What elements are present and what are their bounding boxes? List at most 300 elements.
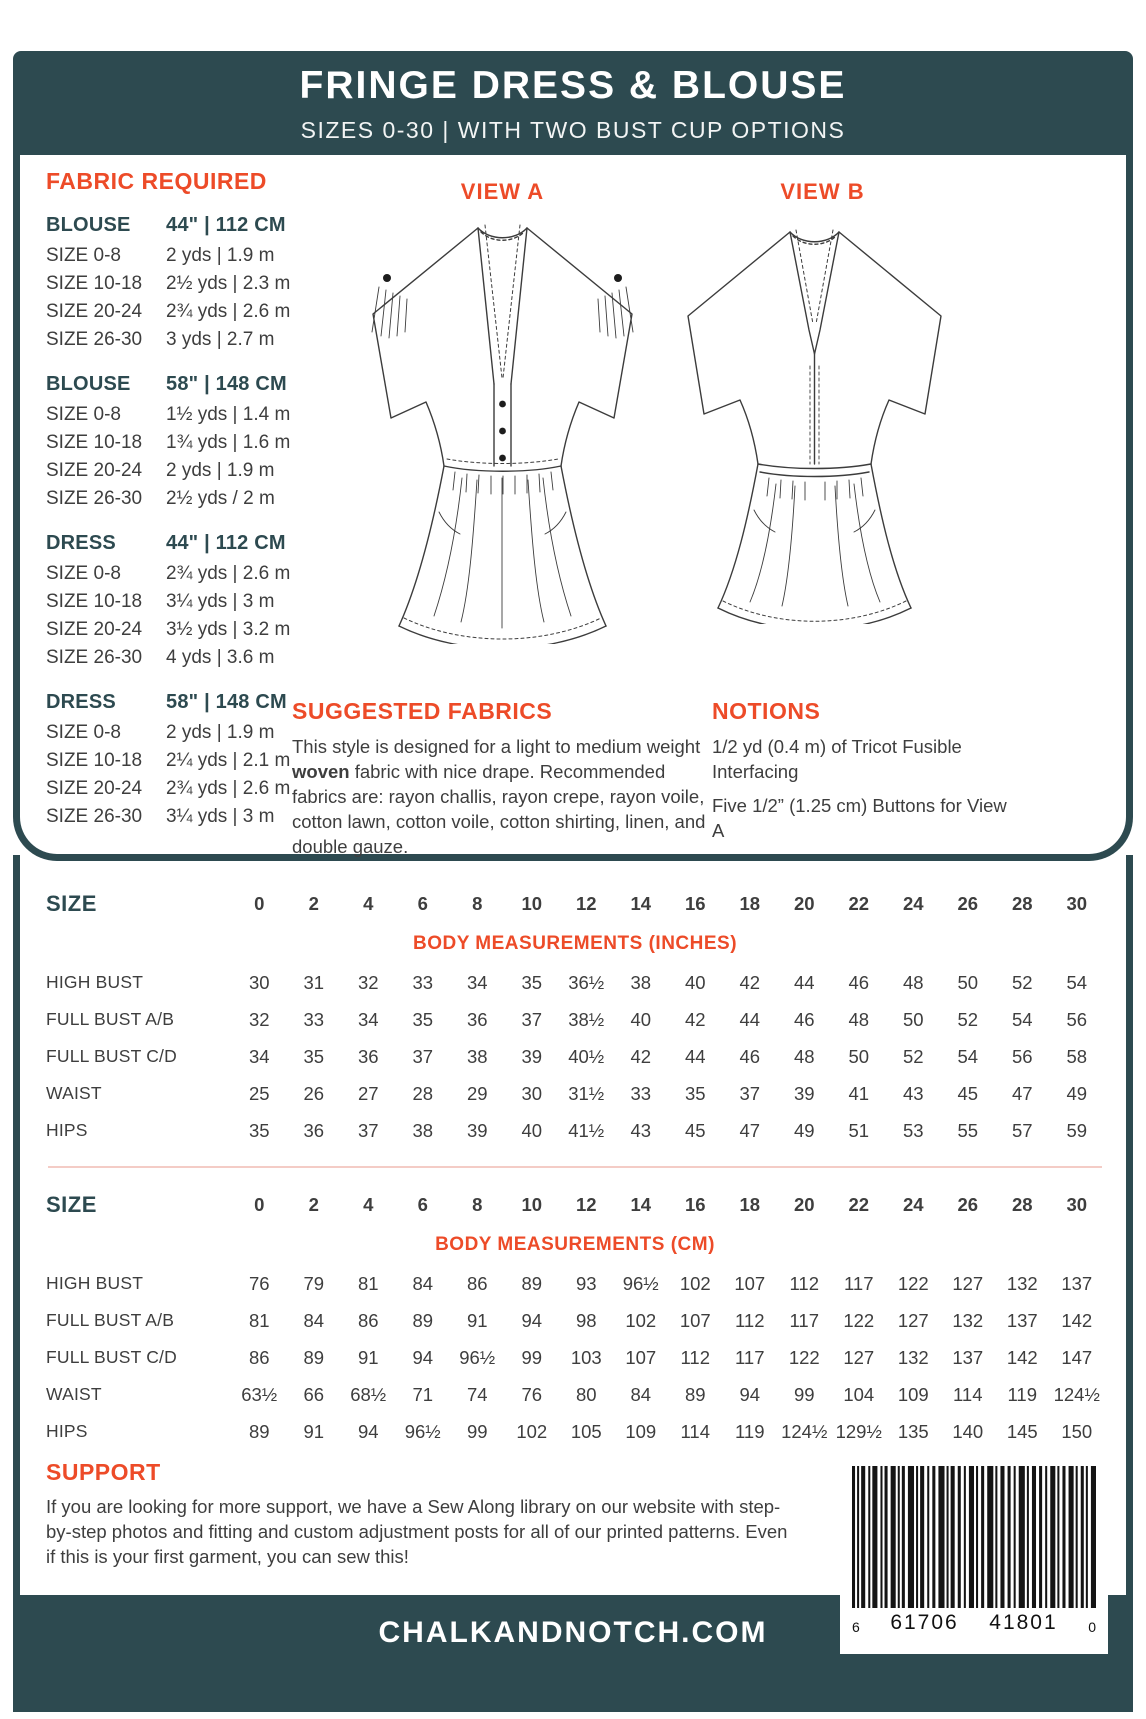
- support-section: [46, 1459, 788, 1569]
- measurement-label: FULL BUST A/B: [46, 1310, 175, 1330]
- measurement-value: 51: [848, 1119, 870, 1141]
- suggested-fabrics-section: [292, 698, 716, 859]
- barcode-digit-suffix: 0: [1088, 1619, 1096, 1635]
- fabric-size-label: SIZE 0-8: [46, 722, 121, 743]
- measurement-value: 41½: [568, 1119, 605, 1141]
- measurement-value: 29: [466, 1082, 488, 1104]
- measurement-value: 31: [303, 971, 325, 993]
- measurement-value: 33: [412, 971, 434, 993]
- size-header-cell: 20: [793, 1194, 815, 1215]
- size-header-cell: 28: [1011, 893, 1033, 914]
- measurement-value: 43: [902, 1082, 924, 1104]
- fabric-amount-value: 2½ yds | 2.3 m: [166, 273, 291, 294]
- measurement-value: 117: [789, 1309, 819, 1331]
- measurement-value: 132: [1006, 1272, 1038, 1294]
- measurement-value: 37: [739, 1082, 761, 1104]
- fabric-group: [46, 685, 318, 831]
- notions-section: [712, 698, 1012, 843]
- measurement-label: FULL BUST C/D: [46, 1046, 177, 1066]
- fabric-row: [46, 485, 318, 513]
- size-header-cell: 4: [363, 1194, 374, 1215]
- fabric-group-header: [46, 208, 318, 242]
- measurement-value: 45: [684, 1119, 706, 1141]
- fabric-size-label: SIZE 20-24: [46, 778, 143, 799]
- size-table-inches: [46, 884, 1104, 1149]
- measurement-value: 81: [357, 1272, 379, 1294]
- measurement-value: 99: [793, 1383, 815, 1405]
- measurement-value: 96½: [459, 1346, 496, 1368]
- measurement-label: HIGH BUST: [46, 1273, 144, 1293]
- size-header-cell: 10: [521, 893, 543, 914]
- measurement-value: 35: [412, 1008, 434, 1030]
- measurement-value: 104: [843, 1383, 875, 1405]
- measurement-value: 54: [957, 1045, 979, 1067]
- measurement-value: 94: [357, 1420, 379, 1442]
- size-header-cell: 12: [575, 1194, 597, 1215]
- fabric-amount-value: 2 yds | 1.9 m: [166, 722, 275, 743]
- size-header-row: [46, 884, 1104, 924]
- measurement-value: 79: [303, 1272, 325, 1294]
- page-frame-left: [13, 855, 20, 1597]
- fabric-group: [46, 208, 318, 354]
- measurement-value: 34: [357, 1008, 379, 1030]
- measurement-value: 46: [848, 971, 870, 993]
- fabric-size-label: SIZE 10-18: [46, 273, 143, 294]
- size-header-label: SIZE: [46, 1192, 97, 1217]
- fabric-amount-value: 2¾ yds | 2.6 m: [166, 301, 291, 322]
- measurement-label: HIPS: [46, 1421, 88, 1441]
- fabric-amount-value: 3¼ yds | 3 m: [166, 591, 275, 612]
- fabric-row: [46, 719, 318, 747]
- measurements-heading: BODY MEASUREMENTS (CM): [435, 1234, 715, 1255]
- fabric-amount-value: 2¾ yds | 2.6 m: [166, 778, 291, 799]
- measurement-value: 40½: [568, 1045, 605, 1067]
- size-header-cell: 0: [254, 893, 265, 914]
- text-after-bold: fabric with nice drape. Recommended fabrics are: rayon challis, rayon crepe, rayon voile, cotton lawn, cotton voile, cotton shirting, linen, and double gauze.: [292, 761, 706, 857]
- size-header-cell: 8: [472, 1194, 483, 1215]
- fabric-width-label: 58" | 148 CM: [166, 372, 287, 395]
- measurement-value: 86: [248, 1346, 270, 1368]
- fabric-row: [46, 298, 318, 326]
- size-header-cell: 30: [1066, 893, 1088, 914]
- fabric-amount-value: 2½ yds / 2 m: [166, 488, 275, 509]
- measurement-value: 135: [897, 1420, 929, 1442]
- measurement-value: 91: [357, 1346, 379, 1368]
- measurement-value: 129½: [835, 1420, 882, 1442]
- measurement-value: 142: [1006, 1346, 1038, 1368]
- measurement-value: 117: [844, 1272, 874, 1294]
- size-header-cell: 18: [739, 1194, 761, 1215]
- fabric-amount-value: 1½ yds | 1.4 m: [166, 404, 291, 425]
- fabric-width-label: 44" | 112 CM: [166, 213, 286, 236]
- fabric-amount-value: 2¾ yds | 2.6 m: [166, 563, 291, 584]
- suggested-fabrics-text: [292, 734, 716, 859]
- measurement-value: 48: [848, 1008, 870, 1030]
- measurement-value: 105: [570, 1420, 602, 1442]
- size-header-cell: 8: [472, 893, 483, 914]
- measurement-value: 32: [357, 971, 379, 993]
- fabric-size-label: SIZE 0-8: [46, 404, 121, 425]
- size-header-cell: 26: [957, 1194, 979, 1215]
- fabric-amount-value: 3 yds | 2.7 m: [166, 329, 275, 350]
- size-header-cell: 12: [575, 893, 597, 914]
- fabric-row: [46, 270, 318, 298]
- measurement-value: 102: [679, 1272, 711, 1294]
- measurement-value: 48: [902, 971, 924, 993]
- fabric-groups: [46, 208, 318, 831]
- fabric-row: [46, 616, 318, 644]
- measurement-value: 102: [625, 1309, 657, 1331]
- fabric-size-label: SIZE 10-18: [46, 591, 143, 612]
- measurement-row: [46, 1413, 1104, 1450]
- measurement-value: 142: [1061, 1309, 1093, 1331]
- fabric-row: [46, 401, 318, 429]
- measurement-value: 43: [630, 1119, 652, 1141]
- measurement-value: 81: [248, 1309, 270, 1331]
- fabric-row: [46, 803, 318, 831]
- fabric-row: [46, 747, 318, 775]
- size-header-label: SIZE: [46, 891, 97, 916]
- measurement-value: 37: [412, 1045, 434, 1067]
- size-table-cm: [46, 1185, 1104, 1450]
- website-url: CHALKANDNOTCH.COM: [378, 1616, 768, 1649]
- fabric-amount-value: 2¼ yds | 2.1 m: [166, 750, 291, 771]
- measurement-value: 114: [680, 1420, 710, 1442]
- measurement-value: 119: [1007, 1383, 1037, 1405]
- fabric-garment-label: BLOUSE: [46, 213, 131, 236]
- measurement-value: 42: [739, 971, 761, 993]
- measurement-value: 63½: [241, 1383, 278, 1405]
- measurement-label: HIGH BUST: [46, 972, 144, 992]
- measurement-value: 37: [521, 1008, 543, 1030]
- size-header-row: [46, 1185, 1104, 1225]
- measurement-value: 140: [952, 1420, 984, 1442]
- measurement-value: 40: [684, 971, 706, 993]
- measurement-value: 68½: [350, 1383, 387, 1405]
- measurement-label: HIPS: [46, 1120, 88, 1140]
- size-header-cell: 6: [417, 1194, 428, 1215]
- measurement-row: [46, 1038, 1104, 1075]
- size-header-cell: 24: [902, 893, 924, 914]
- measurement-value: 89: [412, 1309, 434, 1331]
- measurement-value: 91: [466, 1309, 488, 1331]
- measurement-value: 93: [575, 1272, 597, 1294]
- fabric-group: [46, 526, 318, 672]
- measurement-value: 86: [466, 1272, 488, 1294]
- measurement-row: [46, 1376, 1104, 1413]
- measurement-value: 74: [466, 1383, 488, 1405]
- size-header-cell: 2: [308, 893, 319, 914]
- measurement-value: 36½: [568, 971, 605, 993]
- barcode-digits: [852, 1611, 1096, 1635]
- measurement-value: 36: [357, 1045, 379, 1067]
- measurement-value: 96½: [404, 1420, 441, 1442]
- measurement-value: 40: [630, 1008, 652, 1030]
- measurement-value: 35: [684, 1082, 706, 1104]
- measurement-label: WAIST: [46, 1083, 102, 1103]
- size-header-cell: 14: [630, 1194, 652, 1215]
- fabric-size-label: SIZE 10-18: [46, 750, 143, 771]
- measurement-value: 114: [953, 1383, 983, 1405]
- measurement-row: [46, 1265, 1104, 1302]
- fabric-row: [46, 457, 318, 485]
- fabric-group-header: [46, 526, 318, 560]
- measurement-value: 96½: [622, 1272, 659, 1294]
- measurement-value: 112: [735, 1309, 765, 1331]
- size-header-cell: 28: [1011, 1194, 1033, 1215]
- size-header-cell: 16: [684, 893, 706, 914]
- page-title: FRINGE DRESS & BLOUSE: [299, 64, 847, 107]
- fabric-amount-value: 2 yds | 1.9 m: [166, 460, 275, 481]
- fabric-row: [46, 429, 318, 457]
- measurement-label: FULL BUST A/B: [46, 1009, 175, 1029]
- measurement-value: 46: [793, 1008, 815, 1030]
- size-header-cell: 18: [739, 893, 761, 914]
- measurement-value: 37: [357, 1119, 379, 1141]
- notions-heading: NOTIONS: [712, 698, 821, 724]
- size-tables-section: [46, 884, 1104, 1450]
- measurement-value: 89: [684, 1383, 706, 1405]
- fabric-garment-label: DRESS: [46, 531, 116, 554]
- measurement-value: 57: [1011, 1119, 1033, 1141]
- fabric-amount-value: 3½ yds | 3.2 m: [166, 619, 291, 640]
- measurement-value: 28: [412, 1082, 434, 1104]
- measurement-value: 59: [1066, 1119, 1088, 1141]
- measurement-value: 66: [303, 1383, 325, 1405]
- barcode-digit-prefix: 6: [852, 1619, 860, 1635]
- measurement-value: 127: [952, 1272, 984, 1294]
- fabric-row: [46, 775, 318, 803]
- measurement-value: 127: [843, 1346, 875, 1368]
- measurement-value: 89: [521, 1272, 543, 1294]
- measurement-value: 34: [466, 971, 488, 993]
- measurement-value: 31½: [568, 1082, 605, 1104]
- measurement-value: 112: [680, 1346, 710, 1368]
- measurement-value: 50: [957, 971, 979, 993]
- measurement-value: 33: [303, 1008, 325, 1030]
- support-heading: SUPPORT: [46, 1459, 161, 1485]
- measurement-value: 49: [1066, 1082, 1088, 1104]
- measurement-value: 53: [902, 1119, 924, 1141]
- measurement-value: 40: [521, 1119, 543, 1141]
- measurement-value: 34: [248, 1045, 270, 1067]
- fabric-row: [46, 242, 318, 270]
- view-b-label: VIEW B: [780, 179, 865, 204]
- measurement-value: 38: [466, 1045, 488, 1067]
- fabric-amount-value: 1¾ yds | 1.6 m: [166, 432, 291, 453]
- view-a-technical-drawing: [325, 212, 680, 644]
- measurement-value: 137: [1006, 1309, 1038, 1331]
- measurement-value: 30: [248, 971, 270, 993]
- measurement-value: 94: [412, 1346, 434, 1368]
- suggested-fabrics-heading: SUGGESTED FABRICS: [292, 698, 553, 724]
- barcode-bars: [852, 1466, 1096, 1608]
- measurement-value: 44: [793, 971, 815, 993]
- page-frame-right: [1126, 855, 1133, 1597]
- fabric-width-label: 58" | 148 CM: [166, 690, 287, 713]
- measurement-value: 39: [521, 1045, 543, 1067]
- size-header-cell: 14: [630, 893, 652, 914]
- size-header-cell: 4: [363, 893, 374, 914]
- measurement-value: 84: [303, 1309, 325, 1331]
- fabric-row: [46, 326, 318, 354]
- measurement-value: 107: [625, 1346, 657, 1368]
- measurement-value: 122: [788, 1346, 820, 1368]
- measurement-value: 56: [1066, 1008, 1088, 1030]
- size-header-cell: 20: [793, 893, 815, 914]
- measurement-value: 58: [1066, 1045, 1088, 1067]
- measurement-value: 76: [248, 1272, 270, 1294]
- measurement-value: 50: [902, 1008, 924, 1030]
- measurement-value: 112: [789, 1272, 819, 1294]
- measurement-value: 39: [793, 1082, 815, 1104]
- measurement-row: [46, 1112, 1104, 1149]
- measurement-value: 122: [843, 1309, 875, 1331]
- measurement-value: 86: [357, 1309, 379, 1331]
- measurement-value: 55: [957, 1119, 979, 1141]
- measurement-value: 32: [248, 1008, 270, 1030]
- measurement-value: 45: [957, 1082, 979, 1104]
- fabric-size-label: SIZE 26-30: [46, 806, 143, 827]
- fabric-size-label: SIZE 20-24: [46, 301, 143, 322]
- measurement-value: 47: [1011, 1082, 1033, 1104]
- barcode: [840, 1452, 1108, 1654]
- measurement-value: 127: [897, 1309, 929, 1331]
- barcode-digit-left: 61706: [890, 1611, 959, 1634]
- measurement-value: 52: [1011, 971, 1033, 993]
- fabric-size-label: SIZE 0-8: [46, 245, 121, 266]
- barcode-digit-right: 41801: [989, 1611, 1058, 1634]
- measurement-value: 42: [684, 1008, 706, 1030]
- fabric-required-section: [46, 168, 318, 844]
- fabric-size-label: SIZE 10-18: [46, 432, 143, 453]
- size-header-cell: 24: [902, 1194, 924, 1215]
- fabric-size-label: SIZE 26-30: [46, 329, 143, 350]
- measurement-value: 71: [412, 1383, 434, 1405]
- measurement-value: 36: [303, 1119, 325, 1141]
- size-header-cell: 26: [957, 893, 979, 914]
- measurement-value: 56: [1011, 1045, 1033, 1067]
- fabric-required-heading: FABRIC REQUIRED: [46, 168, 267, 194]
- measurement-value: 39: [466, 1119, 488, 1141]
- measurement-value: 44: [684, 1045, 706, 1067]
- fabric-amount-value: 2 yds | 1.9 m: [166, 245, 275, 266]
- measurement-value: 42: [630, 1045, 652, 1067]
- measurement-row: [46, 1302, 1104, 1339]
- measurements-heading: BODY MEASUREMENTS (INCHES): [412, 933, 738, 954]
- size-header-cell: 2: [308, 1194, 319, 1215]
- measurement-value: 122: [897, 1272, 929, 1294]
- measurement-value: 35: [248, 1119, 270, 1141]
- fabric-group-header: [46, 367, 318, 401]
- measurement-value: 99: [466, 1420, 488, 1442]
- view-b-technical-drawing: [650, 216, 995, 624]
- measurement-value: 94: [739, 1383, 761, 1405]
- measurement-value: 99: [521, 1346, 543, 1368]
- size-header-cell: 6: [417, 893, 428, 914]
- fabric-row: [46, 560, 318, 588]
- measurement-value: 38: [412, 1119, 434, 1141]
- measurement-value: 54: [1066, 971, 1088, 993]
- measurement-value: 119: [735, 1420, 765, 1442]
- text-before-bold: This style is designed for a light to medium weight: [292, 736, 701, 757]
- measurement-value: 49: [793, 1119, 815, 1141]
- fabric-size-label: SIZE 20-24: [46, 619, 143, 640]
- fabric-size-label: SIZE 26-30: [46, 647, 143, 668]
- measurement-value: 47: [739, 1119, 761, 1141]
- measurement-value: 30: [521, 1082, 543, 1104]
- measurement-value: 103: [570, 1346, 602, 1368]
- measurement-value: 54: [1011, 1008, 1033, 1030]
- measurement-row: [46, 964, 1104, 1001]
- table-divider: [48, 1166, 1102, 1168]
- measurement-value: 124½: [781, 1420, 828, 1442]
- measurement-value: 137: [952, 1346, 984, 1368]
- fabric-group-header: [46, 685, 318, 719]
- measurement-value: 48: [793, 1045, 815, 1067]
- measurement-value: 89: [248, 1420, 270, 1442]
- header-band: [13, 51, 1133, 155]
- fabric-amount-value: 3¼ yds | 3 m: [166, 806, 275, 827]
- measurement-label: WAIST: [46, 1384, 102, 1404]
- measurement-value: 52: [957, 1008, 979, 1030]
- measurement-value: 84: [412, 1272, 434, 1294]
- fabric-width-label: 44" | 112 CM: [166, 531, 286, 554]
- measurement-value: 52: [902, 1045, 924, 1067]
- measurement-value: 109: [625, 1420, 657, 1442]
- notions-item-buttons: Five 1/2” (1.25 cm) Buttons for View A: [712, 795, 1007, 841]
- page-subtitle: SIZES 0-30 | WITH TWO BUST CUP OPTIONS: [300, 117, 846, 143]
- measurement-row: [46, 1075, 1104, 1112]
- measurement-value: 107: [734, 1272, 766, 1294]
- view-a-label: VIEW A: [460, 179, 545, 204]
- measurement-value: 107: [679, 1309, 711, 1331]
- fabric-row: [46, 644, 318, 672]
- fabric-row: [46, 588, 318, 616]
- measurement-row: [46, 1339, 1104, 1376]
- measurement-value: 35: [521, 971, 543, 993]
- measurement-value: 50: [848, 1045, 870, 1067]
- measurement-value: 35: [303, 1045, 325, 1067]
- measurement-value: 76: [521, 1383, 543, 1405]
- size-header-cell: 22: [848, 1194, 870, 1215]
- fabric-group: [46, 367, 318, 513]
- fabric-size-label: SIZE 26-30: [46, 488, 143, 509]
- measurement-value: 26: [303, 1082, 325, 1104]
- support-text: If you are looking for more support, we have a Sew Along library on our website with step-by-step photos and fitting and custom adjustment posts for all of our printed patterns. Even if this is your first garment, you can sew this!: [46, 1496, 788, 1567]
- notions-item-interfacing: 1/2 yd (0.4 m) of Tricot Fusible Interfacing: [712, 736, 962, 782]
- measurement-row: [46, 1001, 1104, 1038]
- measurement-value: 137: [1061, 1272, 1093, 1294]
- measurement-value: 132: [952, 1309, 984, 1331]
- fabric-amount-value: 4 yds | 3.6 m: [166, 647, 275, 668]
- measurement-value: 147: [1061, 1346, 1093, 1368]
- measurement-value: 98: [575, 1309, 597, 1331]
- fabric-garment-label: DRESS: [46, 690, 116, 713]
- measurement-value: 38½: [568, 1008, 605, 1030]
- measurement-value: 33: [630, 1082, 652, 1104]
- measurement-value: 91: [303, 1420, 325, 1442]
- measurement-value: 150: [1061, 1420, 1093, 1442]
- measurement-value: 80: [575, 1383, 597, 1405]
- measurement-value: 132: [897, 1346, 929, 1368]
- size-header-cell: 22: [848, 893, 870, 914]
- fabric-size-label: SIZE 20-24: [46, 460, 143, 481]
- size-header-cell: 16: [684, 1194, 706, 1215]
- size-header-cell: 10: [521, 1194, 543, 1215]
- measurement-value: 94: [521, 1309, 543, 1331]
- woven-bold-text: woven: [292, 761, 350, 782]
